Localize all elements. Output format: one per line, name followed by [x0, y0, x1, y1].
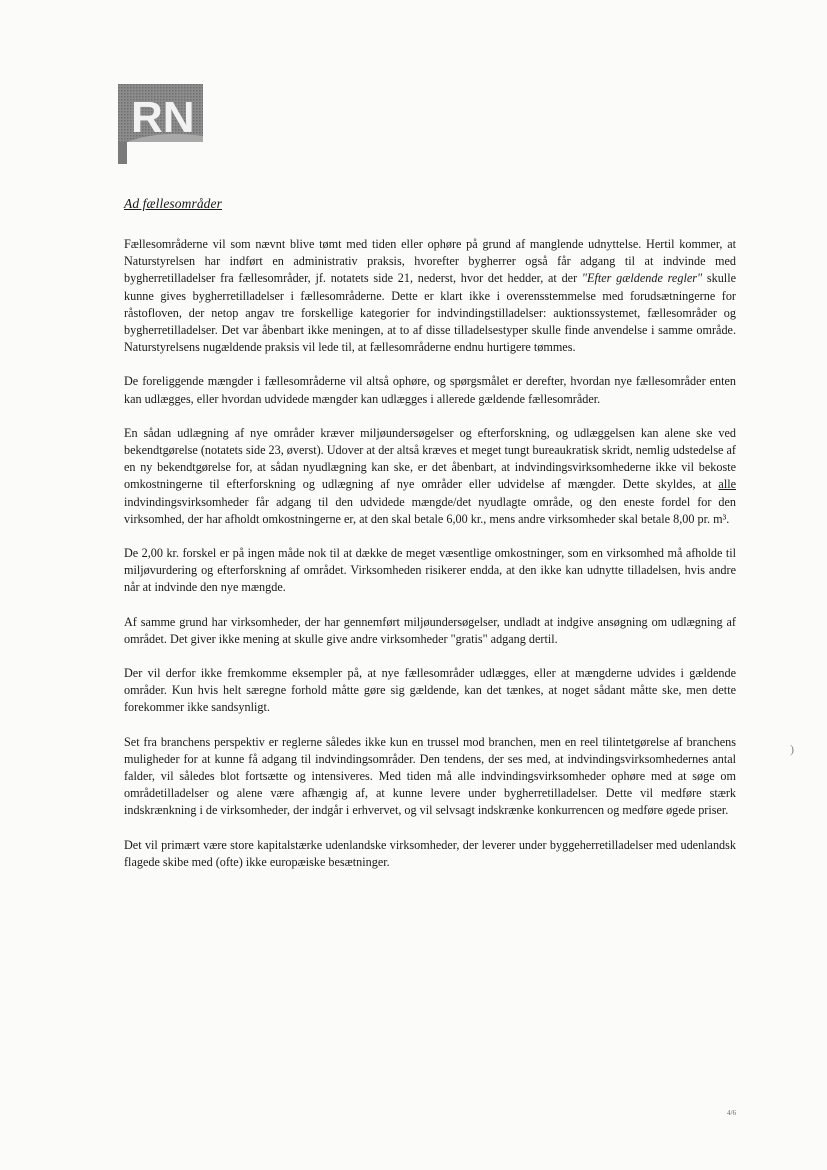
- paragraph-1: Fællesområderne vil som nævnt blive tømt med tiden eller ophøre på grund af manglende udnyttelse. Hertil kommer, at Naturstyrelsen har indført en administrativ praksis, hvorefter bygherrer også får adgang til at indvinde med bygherretilladelser fra fællesområder, jf. notatets side 21, nederst, hvor det hedder, at der "Efter gældende regler" skulle kunne gives bygherretilladelser i fællesområderne. Dette er klart ikke i overensstemmelse med forudsætningerne for råstofloven, der netop angav tre forskellige kategorier for indvindingstilladelser: auktionssystemet, fællesområder og bygherretilladelser. Det var åbenbart ikke meningen, at to af disse tilladelsestyper skulle finde anvendelse i samme område. Naturstyrelsens nugældende praksis vil lede til, at fællesområderne endnu hurtigere tømmes.: [124, 237, 736, 355]
- page-number: 4/6: [727, 1109, 736, 1117]
- letter-body: [124, 196, 736, 888]
- paragraph-3: En sådan udlægning af nye områder kræver miljøundersøgelser og efterforskning, og udlæggelsen kan alene ske ved bekendtgørelse (notatets side 23, øverst). Udover at der altså kræves et meget tungt bureaukratisk skridt, nemlig udstedelse af en ny bekendtgørelse for, at sådan nyudlægning kan ske, er det åbenbart, at indvindingsvirksomhederne ikke vil bekoste omkostningerne til efterforskning og udlægning af nye områder eller udvidelse af mængder. Dette skyldes, at alle indvindingsvirksomheder får adgang til den udvidede mængde/det nyudlagte område, og den eneste fordel for den virksomhed, der har afholdt omkostningerne er, at den skal betale 6,00 kr., mens andre virksomheder skal betale 8,00 pr. m³.: [124, 425, 736, 526]
- paragraph-2: De foreliggende mængder i fællesområderne vil altså ophøre, og spørgsmålet er derefter, hvordan nye fællesområder enten kan udlægges, eller hvordan udvidede mængder kan udlægges i allerede gældende fællesområder.: [124, 374, 736, 406]
- paragraph-8: Det vil primært være store kapitalstærke udenlandske virksomheder, der leverer under byggeherretilladelser med udenlandsk flagede skibe med (ofte) ikke europæiske besætninger.: [124, 837, 736, 869]
- svg-text:RN: RN: [131, 93, 195, 142]
- rn-logo: [118, 84, 203, 164]
- section-heading: Ad fællesområder: [124, 196, 222, 211]
- paragraph-4: De 2,00 kr. forskel er på ingen måde nok til at dække de meget væsentlige omkostninger, som en virksomhed må afholde til miljøvurdering og efterforskning af området. Virksomheden risikerer endda, at den ikke kan udnytte tilladelsen, hvis andre når at indvinde den nye mængde.: [124, 546, 736, 595]
- paragraph-6: Der vil derfor ikke fremkomme eksempler på, at nye fællesområder udlægges, eller at mængderne udvides i gældende områder. Kun hvis helt særegne forhold måtte gøre sig gældende, kan det tænkes, at noget sådant måtte ske, men dette forekommer ikke sandsynligt.: [124, 666, 736, 715]
- scan-edge-mark: ): [790, 742, 794, 756]
- paragraph-5: Af samme grund har virksomheder, der har gennemført miljøundersøgelser, undladt at indgive ansøgning om udlægning af området. Det giver ikke mening at skulle give andre virksomheder "gratis" adgang dertil.: [124, 614, 736, 646]
- paragraph-7: Set fra branchens perspektiv er reglerne således ikke kun en trussel mod branchen, men en reel tilintetgørelse af branchens muligheder for at kunne få adgang til indvindingsområder. Den tendens, der ses med, at indvindingsvirksomhedernes antal falder, vil således blot fortsætte og intensiveres. Med tiden må alle indvindingsvirksomheder ophøre med at søge om områdetilladelser og alene være afhængig af, at kunne levere under bygherretilladelser. Dette vil medføre stærk indskrænkning i de virksomheder, der indgår i erhvervet, og vil selvsagt indskrænke konkurrencen og medføre øgede priser.: [124, 734, 736, 818]
